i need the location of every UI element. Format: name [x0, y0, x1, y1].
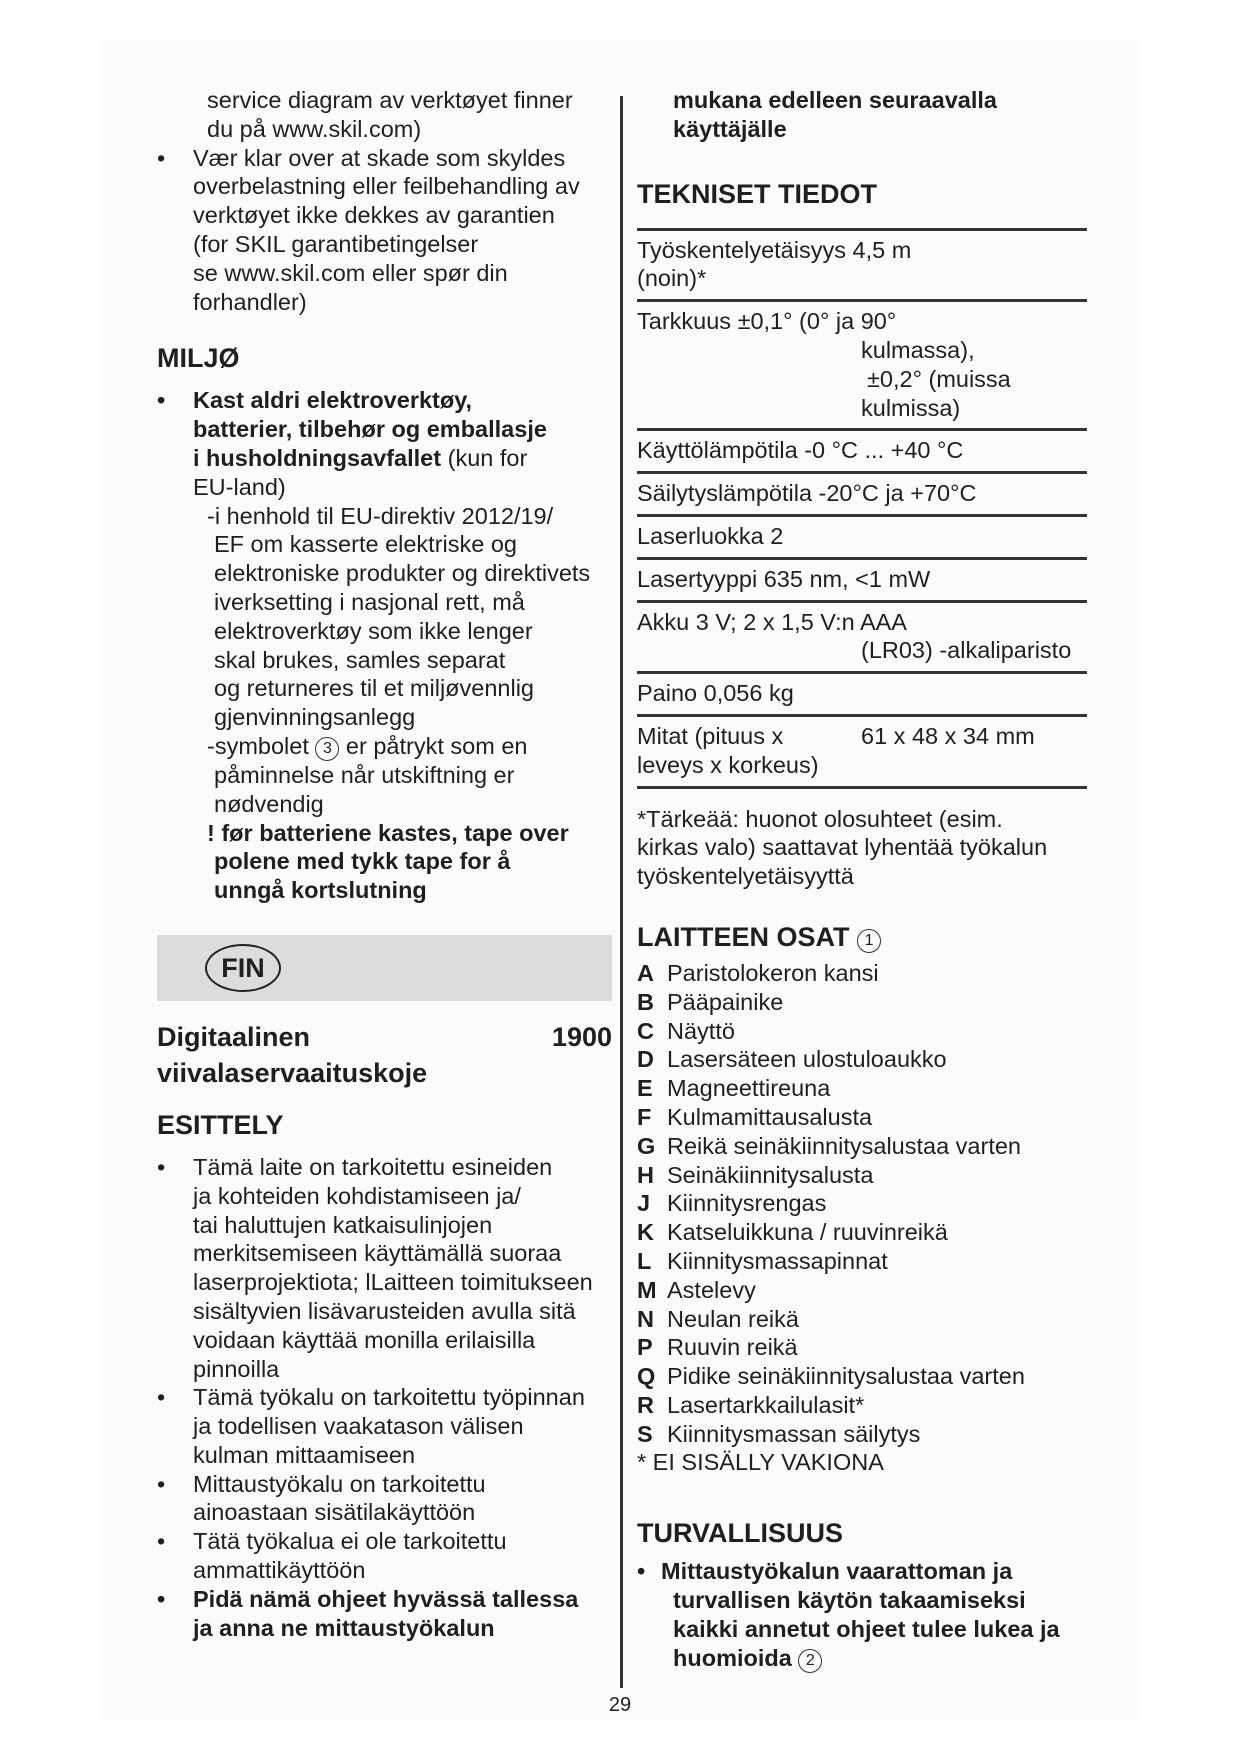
intro-bullet: • Tätä työkalua ei ole tarkoitettu: [157, 1527, 612, 1556]
part-key: K: [637, 1219, 654, 1246]
spec-storage-temp-line: Säilytyslämpötila -20°C ja +70°C: [637, 480, 977, 507]
warranty-line: (for SKIL garantibetingelser: [193, 230, 479, 257]
miljo-tail: (kun for: [441, 444, 528, 471]
intro-line: ainoastaan sisätilakäyttöön: [193, 1499, 476, 1526]
esittely-heading: ESITTELY: [157, 1109, 284, 1140]
spec-note-line: *Tärkeää: huonot olosuhteet (esim.: [637, 805, 1003, 832]
warning-line: unngå kortslutning: [214, 877, 427, 904]
parts-list: [637, 959, 1087, 1449]
spec-battery: [637, 600, 1087, 672]
circled-number-3: 3: [315, 737, 339, 761]
spec-weight-line: Paino 0,056 kg: [637, 680, 794, 707]
part-key: E: [637, 1075, 653, 1102]
part-label: Kiinnitysrengas: [667, 1190, 827, 1217]
spec-op-temp: [637, 428, 1087, 471]
part-item: [637, 1362, 1087, 1391]
spec-dimensions: [637, 714, 1087, 789]
part-key: M: [637, 1276, 657, 1303]
left-column: [157, 86, 612, 1642]
continuation-line: käyttäjälle: [673, 115, 787, 142]
intro-line: pinnoilla: [193, 1355, 280, 1382]
spec-laser-type: [637, 557, 1087, 600]
warranty-line: se www.skil.com eller spør din: [193, 259, 508, 286]
spec-note-line: kirkas valo) saattavat lyhentää työkalun: [637, 834, 1048, 861]
directive-line: og returneres til et miljøvennlig: [214, 675, 534, 702]
language-badge: FIN: [205, 944, 281, 992]
part-label: Astelevy: [667, 1276, 756, 1303]
symbol-cont: nødvendig: [214, 790, 324, 817]
keep-instructions-bullet: • Pidä nämä ohjeet hyvässä tallessa: [157, 1585, 612, 1614]
spec-note-line: työskentelyetäisyyttä: [637, 863, 854, 890]
directive-line: EF om kasserte elektriske og: [214, 531, 517, 558]
part-label: Katseluikkuna / ruuvinreikä: [667, 1219, 948, 1246]
page-number: 29: [608, 1694, 632, 1716]
spec-range: [637, 228, 1087, 300]
part-label: Lasersäteen ulostuloaukko: [667, 1046, 947, 1073]
language-bar: [157, 935, 612, 1001]
part-key: S: [637, 1420, 653, 1447]
spec-dimensions-row: [637, 722, 1087, 751]
part-item: [637, 1017, 1087, 1046]
part-item: [637, 1218, 1087, 1247]
spec-accuracy-line: ±0,2° (muissa: [867, 365, 1011, 392]
spec-laser-class: [637, 514, 1087, 557]
circled-number-2: 2: [798, 1649, 822, 1673]
intro-line: ammattikäyttöön: [193, 1557, 366, 1584]
miljo-bold-line: batterier, tilbehør og emballasje: [193, 416, 547, 443]
intro-line: laserprojektiota; lLaitteen toimitukseen: [193, 1269, 593, 1296]
spec-storage-temp: [637, 471, 1087, 514]
product-name-2: viivalaservaaituskoje: [157, 1057, 428, 1088]
part-key: C: [637, 1017, 654, 1044]
part-item: [637, 1247, 1087, 1276]
parts-heading-text: LAITTEEN OSAT: [637, 921, 850, 952]
spec-range-line: (noin)*: [637, 265, 707, 292]
symbol-cont: påminnelse når utskiftning er: [214, 761, 515, 788]
part-item: [637, 1103, 1087, 1132]
spec-battery-line: Akku 3 V; 2 x 1,5 V:n AAA: [637, 608, 907, 635]
service-line: service diagram av verktøyet finner: [207, 87, 573, 113]
directive-line: iverksetting i nasjonal rett, må: [214, 588, 525, 615]
part-item: [637, 1391, 1087, 1420]
part-item: [637, 1333, 1087, 1362]
intro-line: merkitsemiseen käyttämällä suoraa: [193, 1240, 562, 1267]
spec-accuracy-line: Tarkkuus ±0,1° (0° ja 90°: [637, 308, 897, 335]
part-key: Q: [637, 1363, 656, 1390]
part-label: Seinäkiinnitysalusta: [667, 1161, 874, 1188]
right-column: [637, 86, 1087, 1673]
intro-line: ja kohteiden kohdistamiseen ja/: [193, 1182, 521, 1209]
part-key: A: [637, 959, 654, 986]
part-key: R: [637, 1391, 654, 1418]
keep-instructions-line: ja anna ne mittaustyökalun: [193, 1614, 495, 1641]
part-label: Pidike seinäkiinnitysalustaa varten: [667, 1363, 1025, 1390]
part-key: P: [637, 1334, 653, 1361]
part-label: Lasertarkkailulasit*: [667, 1391, 865, 1418]
part-key: L: [637, 1247, 652, 1274]
part-key: F: [637, 1103, 652, 1130]
spec-op-temp-line: Käyttölämpötila -0 °C ... +40 °C: [637, 437, 964, 464]
warranty-line: forhandler): [193, 288, 307, 315]
parts-heading: [637, 921, 1087, 953]
part-label: Ruuvin reikä: [667, 1334, 798, 1361]
spec-laser-type-line: Lasertyyppi 635 nm, <1 mW: [637, 565, 931, 592]
intro-line: voidaan käyttää monilla erilaisilla: [193, 1326, 536, 1353]
spec-battery-line: (LR03) -alkaliparisto: [861, 637, 1072, 664]
part-label: Kulmamittausalusta: [667, 1103, 873, 1130]
directive-line: elektroverktøy som ikke lenger: [214, 617, 533, 644]
part-item: [637, 1074, 1087, 1103]
safety-bullet: • Mittaustyökalun vaarattoman ja: [637, 1557, 1087, 1586]
intro-line: kulman mittaamiseen: [193, 1441, 416, 1468]
safety-last-text: huomioida: [673, 1644, 792, 1671]
part-label: Reikä seinäkiinnitysalustaa varten: [667, 1132, 1021, 1159]
safety-line: turvallisen käytön takaamiseksi: [673, 1587, 1026, 1614]
part-item: [637, 1045, 1087, 1074]
product-name: Digitaalinen: [157, 1021, 311, 1052]
service-line: du på www.skil.com): [207, 115, 422, 142]
directive-first: -i henhold til EU-direktiv 2012/19/: [207, 502, 554, 529]
spec-weight: [637, 671, 1087, 714]
warranty-line: verktøyet ikke dekkes av garantien: [193, 202, 555, 229]
part-item: [637, 1132, 1087, 1161]
spec-accuracy: [637, 299, 1087, 428]
part-item: [637, 1276, 1087, 1305]
spec-dimensions-label-2: leveys x korkeus): [637, 751, 819, 778]
warning-line: polene med tykk tape for å: [214, 848, 511, 875]
spec-accuracy-line: kulmassa),: [861, 336, 975, 363]
warranty-line: overbelastning eller feilbehandling av: [193, 173, 580, 200]
part-label: Kiinnitysmassapinnat: [667, 1247, 888, 1274]
spec-dimensions-label: Mitat (pituus x: [637, 722, 784, 749]
part-key: N: [637, 1305, 654, 1332]
part-key: B: [637, 988, 654, 1015]
part-item: [637, 959, 1087, 988]
safety-line: kaikki annetut ohjeet tulee lukea ja: [673, 1615, 1060, 1642]
directive-line: skal brukes, samles separat: [214, 646, 506, 673]
miljo-bold-line: • Kast aldri elektroverktøy,: [157, 386, 612, 415]
miljo-eu: EU-land): [193, 473, 286, 500]
intro-line: ja todellisen vaakatason välisen: [193, 1413, 524, 1440]
parts-note: * EI SISÄLLY VAKIONA: [637, 1449, 884, 1476]
safety-heading: TURVALLISUUS: [637, 1518, 844, 1549]
column-divider: [620, 96, 623, 1688]
part-label: Pääpainike: [667, 988, 784, 1015]
part-key: D: [637, 1046, 654, 1073]
intro-bullet: • Tämä työkalu on tarkoitettu työpinnan: [157, 1383, 612, 1412]
part-label: Neulan reikä: [667, 1305, 799, 1332]
miljo-bold-fragment: i husholdningsavfallet: [193, 444, 442, 471]
safety-last-line: [637, 1644, 1087, 1673]
part-item: [637, 1305, 1087, 1334]
part-key: J: [637, 1190, 651, 1217]
spec-range-line: Työskentelyetäisyys 4,5 m: [637, 236, 912, 263]
warranty-bullet: • Vær klar over at skade som skyldes: [157, 144, 612, 173]
spec-accuracy-line: kulmissa): [861, 394, 961, 421]
part-item: [637, 1189, 1087, 1218]
tech-heading: TEKNISET TIEDOT: [637, 178, 878, 209]
directive-line: gjenvinningsanlegg: [214, 704, 416, 731]
part-label: Magneettireuna: [667, 1075, 831, 1102]
product-title-row: [157, 1021, 612, 1053]
part-label: Paristolokeron kansi: [667, 959, 879, 986]
part-item: [637, 1161, 1087, 1190]
spec-laser-class-line: Laserluokka 2: [637, 522, 784, 549]
miljo-line-mixed: [157, 444, 612, 473]
spec-note: [637, 805, 1087, 891]
intro-line: sisältyvien lisävarusteiden avulla sitä: [193, 1297, 576, 1324]
part-label: Kiinnitysmassan säilytys: [667, 1420, 921, 1447]
warning-first: ! før batteriene kastes, tape over: [207, 819, 569, 846]
circled-number-1: 1: [857, 929, 881, 953]
part-label: Näyttö: [667, 1017, 735, 1044]
part-item: [637, 988, 1087, 1017]
symbol-line: [157, 732, 612, 761]
intro-bullet: • Mittaustyökalu on tarkoitettu: [157, 1470, 612, 1499]
part-key: H: [637, 1161, 654, 1188]
continuation-line: mukana edelleen seuraavalla: [673, 87, 997, 113]
part-key: G: [637, 1132, 656, 1159]
product-number: 1900: [551, 1021, 612, 1052]
symbol-prefix: -symbolet: [207, 732, 316, 759]
spec-dimensions-value: 61 x 48 x 34 mm: [861, 722, 1035, 749]
symbol-suffix: er påtrykt som en: [339, 732, 528, 759]
directive-line: elektroniske produkter og direktivets: [214, 560, 591, 587]
part-item: [637, 1420, 1087, 1449]
intro-line: tai haluttujen katkaisulinjojen: [193, 1211, 493, 1238]
miljo-heading: MILJØ: [157, 343, 240, 374]
intro-bullet: • Tämä laite on tarkoitettu esineiden: [157, 1153, 612, 1182]
